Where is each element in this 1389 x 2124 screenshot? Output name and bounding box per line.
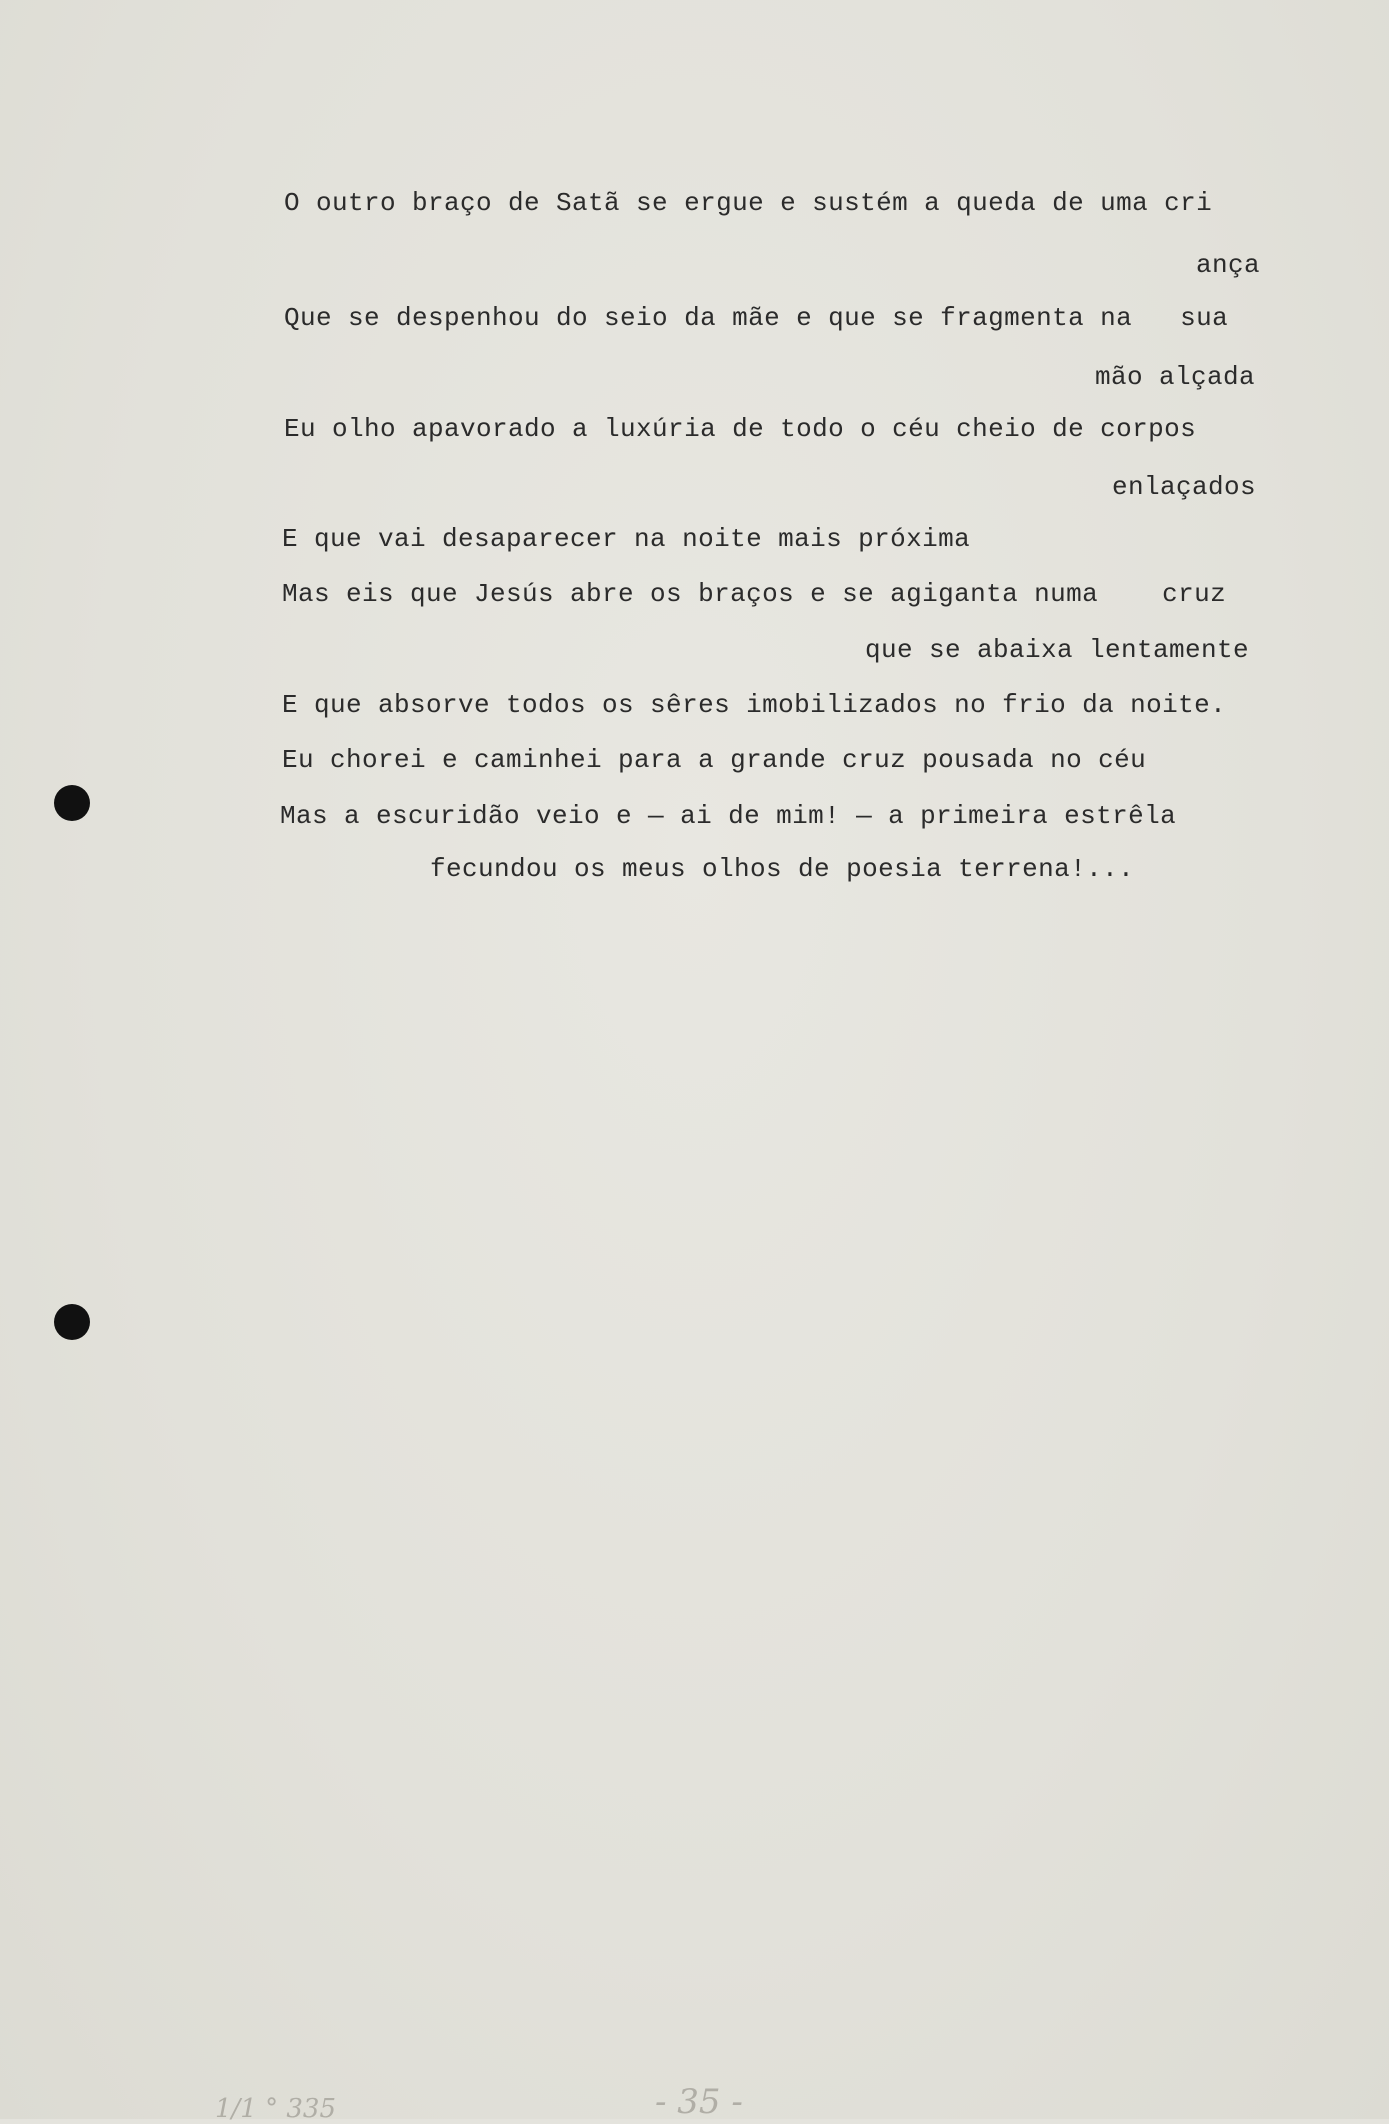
poem-line: Eu chorei e caminhei para a grande cruz pousada no céu (282, 745, 1147, 775)
poem-line: O outro braço de Satã se ergue e sustém a queda de uma cri (284, 188, 1213, 218)
poem-line: E que vai desaparecer na noite mais próxima (282, 524, 971, 554)
poem-line: enlaçados (1112, 472, 1257, 502)
poem-line: E que absorve todos os sêres imobilizados no frio da noite. (282, 690, 1227, 720)
poem-line: Eu olho apavorado a luxúria de todo o céu cheio de corpos (284, 414, 1197, 444)
poem-line: fecundou os meus olhos de poesia terrena!... (430, 854, 1135, 884)
page-number: - 35 - (655, 2082, 743, 2122)
punch-hole-top (54, 785, 90, 821)
poem-line: Mas a escuridão veio e — ai de mim! — a primeira estrêla (280, 801, 1177, 831)
punch-hole-bottom (54, 1304, 90, 1340)
poem-line: Mas eis que Jesús abre os braços e se agiganta numa cruz (282, 579, 1227, 609)
margin-note: 1/1 ° 335 (215, 2094, 336, 2124)
poem-line: Que se despenhou do seio da mãe e que se fragmenta na sua (284, 303, 1229, 333)
poem-line: mão alçada (1095, 362, 1256, 392)
poem-line: que se abaixa lentamente (865, 635, 1250, 665)
poem-line: ança (1196, 250, 1261, 280)
